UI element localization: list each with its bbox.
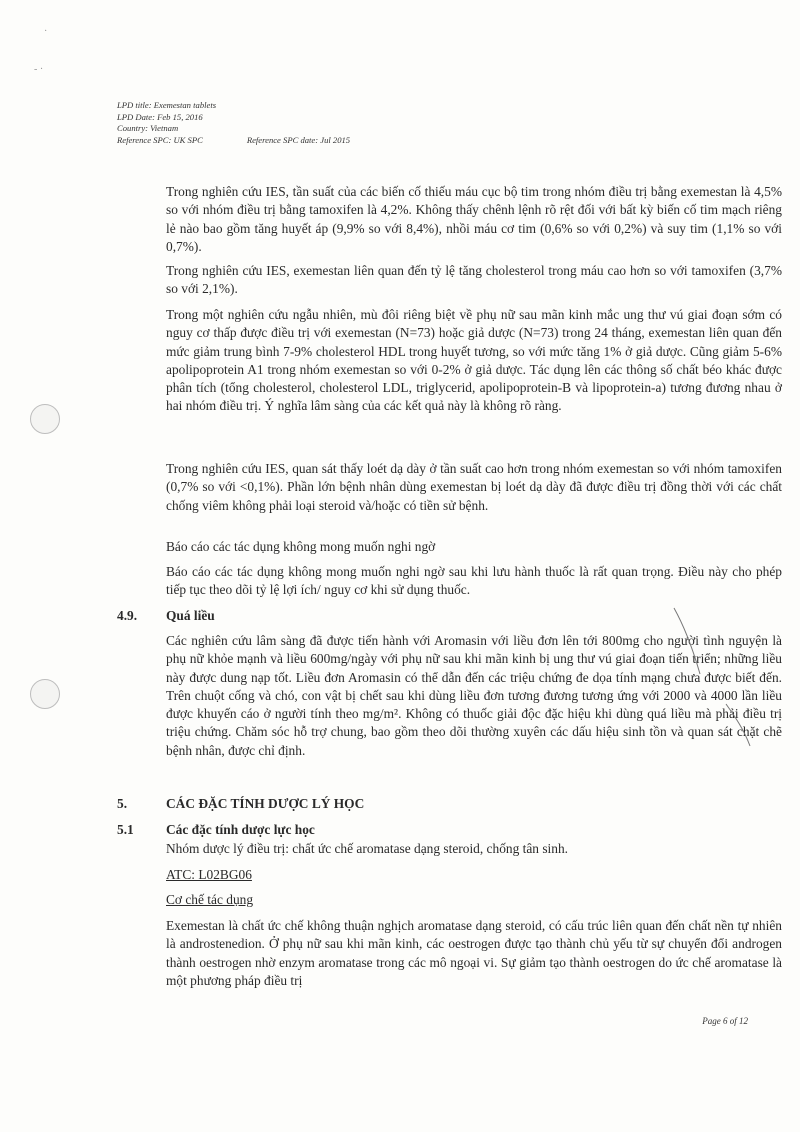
punch-hole <box>30 404 60 434</box>
page-number: Page 6 of 12 <box>702 1016 748 1026</box>
paragraph-report-heading: Báo cáo các tác dụng không mong muốn nghi ngờ <box>166 539 436 554</box>
paragraph-overdose: Các nghiên cứu lâm sàng đã được tiến hành với Aromasin với liều đơn lên tới 800mg cho người tình nguyện là phụ nữ khỏe mạnh và liều 600mg/ngày với phụ nữ sau khi mãn kinh bị ung thư vú giai đoạn tiến triển; những liều này được dung nạp tốt. Liều đơn Aromasin có thể dẫn đến các triệu chứng đe dọa tính mạng chưa được biết đến. Trên chuột cống và chó, con vật bị chết sau khi dùng liều đơn tương đương tương ứng với 2000 và 4000 lần liều được khuyến cáo ở người tính theo mg/m². Không có thuốc giải độc đặc hiệu khi dùng quá liều mà phải điều trị triệu chứng. Chăm sóc hỗ trợ chung, bao gồm theo dõi thường xuyên các dấu hiệu sinh tồn và quan sát chặt chẽ bệnh nhân, được chỉ định. <box>166 633 782 758</box>
section-number-5-1: 5.1 <box>117 822 134 837</box>
atc-code: ATC: L02BG06 <box>166 867 252 882</box>
meta-ref-spc-date: Reference SPC date: Jul 2015 <box>246 134 351 145</box>
paragraph-pharmacotherapeutic-group: Nhóm dược lý điều trị: chất ức chế aromatase dạng steroid, chống tân sinh. <box>166 841 569 856</box>
section-title-pharmacodynamics: Các đặc tính dược lực học <box>166 822 315 837</box>
section-title-pharmacology: CÁC ĐẶC TÍNH DƯỢC LÝ HỌC <box>166 796 365 811</box>
meta-date: LPD Date: Feb 15, 2016 <box>117 111 203 122</box>
section-number-4-9: 4.9. <box>117 608 138 623</box>
paragraph-hdl-study: Trong một nghiên cứu ngẫu nhiên, mù đôi riêng biệt về phụ nữ sau mãn kinh mắc ung thư vú giai đoạn sớm có nguy cơ thấp được điều trị với exemestan (N=73) hoặc giả dược (N=73) trong 24 tháng, exemestan liên quan đến mức giảm trung bình 7-9% cholesterol HDL trong huyết tương, so với mức tăng 1% ở giả dược. Cũng giảm 5-6% apolipoprotein A1 trong nhóm exemestan so với 0-2% ở giả dược. Tác dụng lên các thông số chất béo khác được phân tích (tổng cholesterol, cholesterol LDL, triglycerid, apolipoprotein-B và lipoprotein-a) tương đương nhau ở hai nhóm điều trị. Ý nghĩa lâm sàng của các kết quả này là không rõ ràng. <box>166 307 782 414</box>
scan-speck: - · <box>34 64 44 75</box>
section-number-5: 5. <box>117 796 128 811</box>
pen-mark <box>670 606 710 678</box>
punch-hole <box>30 679 60 709</box>
document-meta <box>117 100 350 146</box>
mechanism-heading: Cơ chế tác dụng <box>166 892 254 907</box>
paragraph-gastric-ulcer: Trong nghiên cứu IES, quan sát thấy loét dạ dày ở tần suất cao hơn trong nhóm exemestan so với nhóm tamoxifen (0,7% so với <0,1%). Phần lớn bệnh nhân dùng exemestan bị loét dạ dày đã được điều trị đồng thời với các chất chống viêm không phải loại steroid và/hoặc có tiền sử bệnh. <box>166 461 782 513</box>
scan-speck: · <box>44 26 48 37</box>
meta-title: LPD title: Exemestan tablets <box>117 100 217 110</box>
meta-ref-spc: Reference SPC: UK SPC <box>117 134 203 145</box>
pen-mark <box>720 700 760 750</box>
paragraph-cholesterol: Trong nghiên cứu IES, exemestan liên quan đến tỷ lệ tăng cholesterol trong máu cao hơn so với tamoxifen (3,7% so với 2,1%). <box>166 263 782 297</box>
paragraph-report-text: Báo cáo các tác dụng không mong muốn nghi ngờ sau khi lưu hành thuốc là rất quan trọng. Điều này cho phép tiếp tục theo dõi tỷ lệ lợi ích/ nguy cơ khi sử dụng thuốc. <box>166 564 782 598</box>
meta-country: Country: Vietnam <box>117 123 179 134</box>
meta-reference <box>117 135 350 147</box>
paragraph-mechanism: Exemestan là chất ức chế không thuận nghịch aromatase dạng steroid, có cấu trúc liên quan đến chất nền tự nhiên là androstenedion. Ở phụ nữ sau khi mãn kinh, các oestrogen được tạo thành chủ yếu từ sự chuyển đổi androgen thành oestrogen nhờ enzym aromatase trong các mô ngoại vi. Sự giảm tạo thành oestrogen do ức chế aromatase là một phương pháp điều trị <box>166 918 782 988</box>
section-title-overdose: Quá liều <box>166 608 215 623</box>
paragraph-cardiac-events: Trong nghiên cứu IES, tần suất của các biến cố thiếu máu cục bộ tim trong nhóm điều trị bằng exemestan là 4,5% so với nhóm điều trị bằng tamoxifen là 4,2%. Không thấy chênh lệnh rõ rệt đối với bất kỳ biến cố tim mạch riêng lẻ nào bao gồm tăng huyết áp (9,9% so với 8,4%), nhồi máu cơ tim (0,6% so với 0,2%) và suy tim (1,1% so với 0,7%). <box>166 184 782 254</box>
